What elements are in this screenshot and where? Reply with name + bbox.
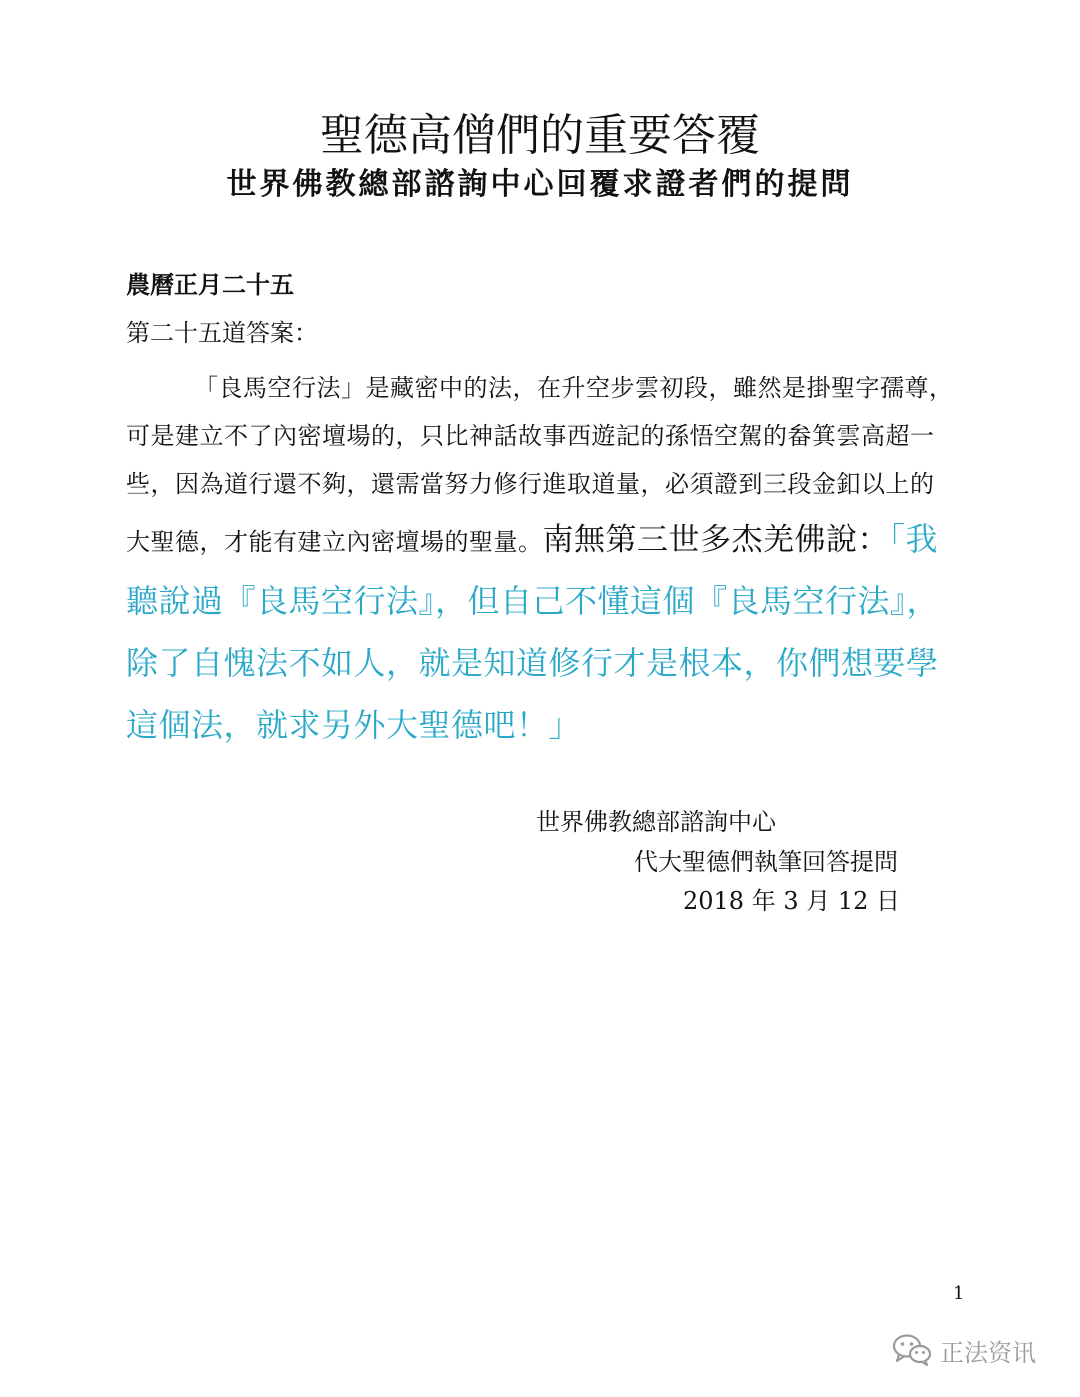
answer-body xyxy=(126,364,956,756)
signature-org: 世界佛教總部諮詢中心 xyxy=(536,808,776,836)
document-subtitle: 世界佛教總部諮詢中心回覆求證者們的提問 xyxy=(226,167,854,202)
watermark-text: 正法资讯 xyxy=(940,1338,1036,1367)
page-number: 1 xyxy=(953,1283,965,1304)
document-title: 聖德高僧們的重要答覆 xyxy=(320,110,760,161)
signature-role: 代大聖德們執筆回答提問 xyxy=(634,848,898,876)
answer-label: 第二十五道答案： xyxy=(126,319,318,347)
signature-date: 2018 年 3 月 12 日 xyxy=(683,887,901,915)
buddha-speaker: 南無第三世多杰羌佛說： xyxy=(542,522,889,558)
wechat-icon xyxy=(892,1333,932,1367)
watermark xyxy=(892,1330,1036,1370)
lunar-date-heading: 農曆正月二十五 xyxy=(126,270,294,299)
buddha-quote: 「我聽說過『良馬空行法』，但自己不懂這個『良馬空行法』，除了自愧法不如人，就是知道修行才是根本，你們想要學這個法，就求另外大聖德吧！」 xyxy=(126,520,940,744)
answer-paragraph: 「良馬空行法」是藏密中的法，在升空步雲初段，雖然是掛聖字孺尊，可是建立不了內密壇場的，只比神話故事西遊記的孫悟空駕的畚箕雲高超一些，因為道行還不夠，還需當努力修行進取道量，必須證到三段金釦以上的大聖德，才能有建立內密壇場的聖量。 xyxy=(126,374,954,556)
